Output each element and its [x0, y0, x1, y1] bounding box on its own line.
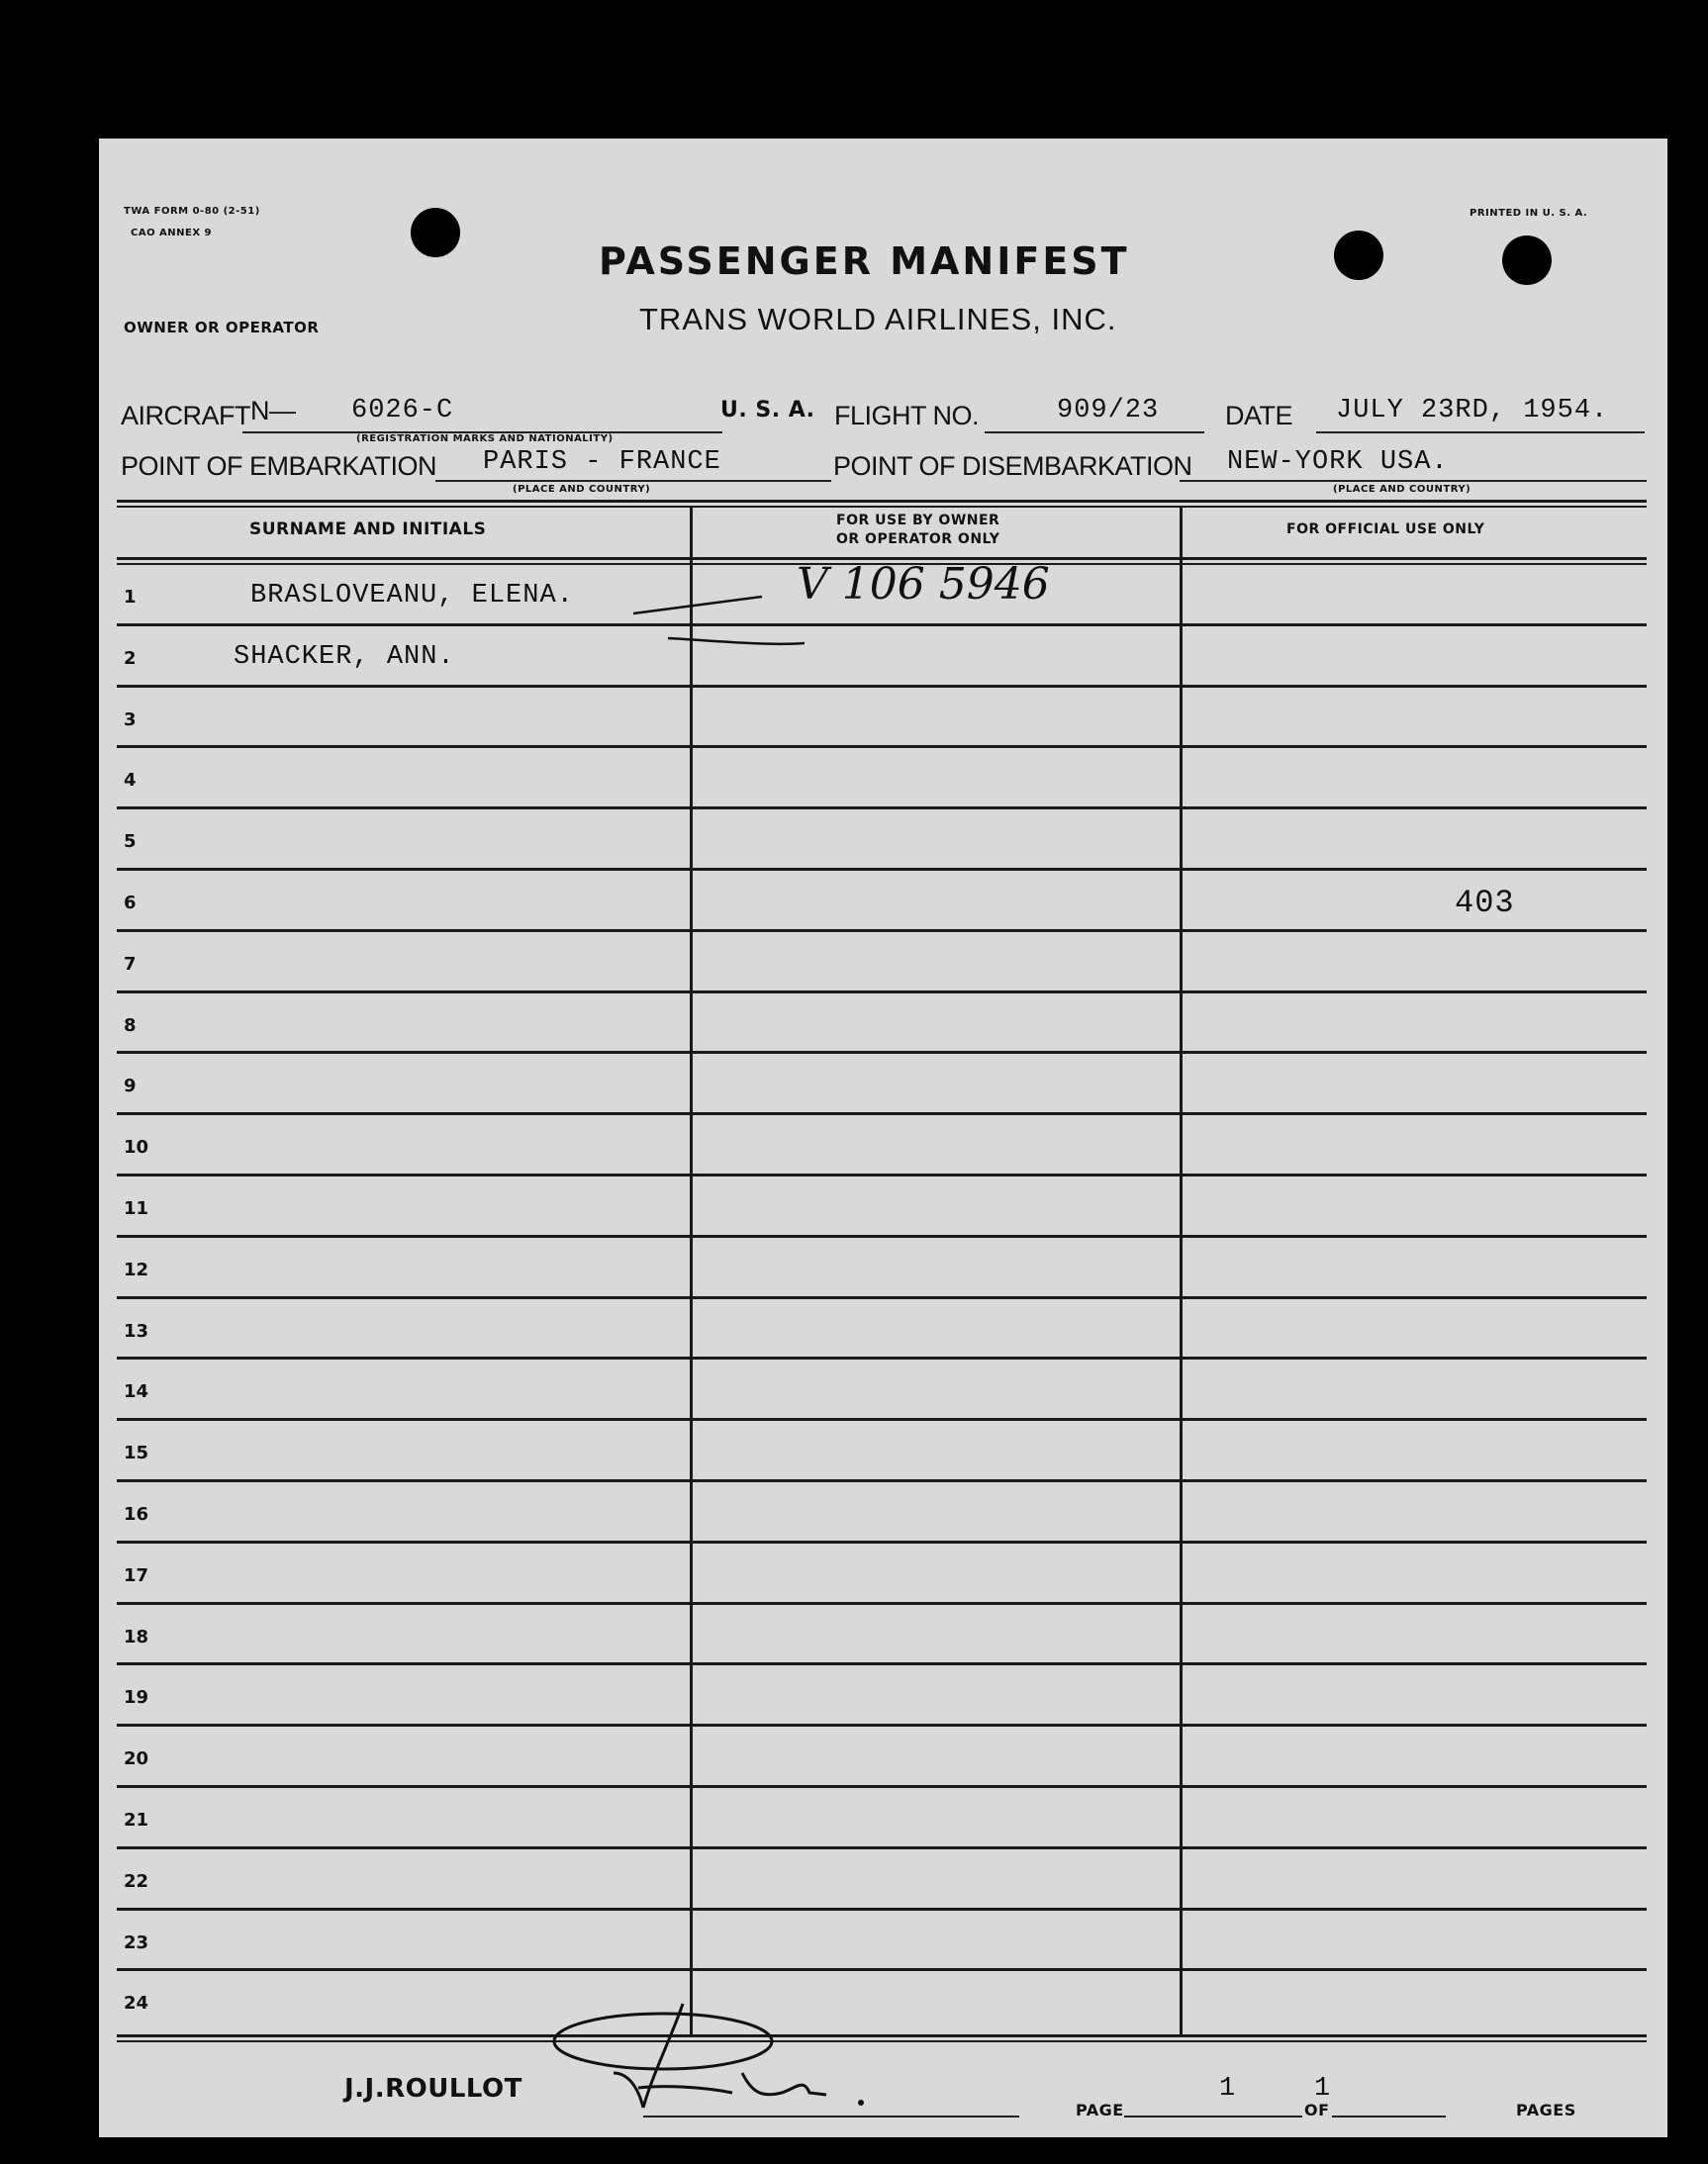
signatory-name: J.J.ROULLOT	[344, 2074, 522, 2104]
of-value: 1	[1314, 2074, 1332, 2104]
row-number: 13	[124, 1320, 149, 1342]
row-divider	[117, 1235, 1647, 1238]
cao-annex: CAO ANNEX 9	[131, 228, 213, 238]
row-divider	[117, 623, 1647, 626]
owner-label: OWNER OR OPERATOR	[124, 319, 320, 336]
row-divider	[117, 868, 1647, 871]
date-label: DATE	[1225, 401, 1293, 430]
aircraft-value: 6026-C	[351, 396, 454, 425]
row-divider	[117, 1174, 1647, 1176]
manifest-sheet	[99, 139, 1667, 2137]
punch-hole-left	[411, 208, 460, 257]
row-number: 21	[124, 1810, 149, 1831]
row-divider	[117, 1846, 1647, 1849]
disembarkation-caption: (PLACE AND COUNTRY)	[1333, 484, 1471, 495]
embarkation-caption: (PLACE AND COUNTRY)	[513, 484, 651, 495]
hand-mark	[628, 589, 807, 658]
row-number: 9	[124, 1076, 137, 1097]
airline-name: TRANS WORLD AIRLINES, INC.	[639, 302, 1117, 336]
punch-hole-right	[1502, 235, 1552, 285]
row-number: 23	[124, 1931, 149, 1953]
row-divider	[117, 1908, 1647, 1911]
row-divider	[117, 1051, 1647, 1054]
official-note: 403	[1455, 885, 1515, 921]
column-header-owner-1: FOR USE BY OWNER	[836, 513, 1000, 528]
column-header-surname: SURNAME AND INITIALS	[249, 519, 487, 539]
row-number: 15	[124, 1443, 149, 1464]
printed-in: PRINTED IN U. S. A.	[1470, 208, 1588, 219]
row-number: 19	[124, 1687, 149, 1709]
row-number: 11	[124, 1198, 149, 1219]
row-divider	[117, 1662, 1647, 1665]
column-header-owner-2: OR OPERATOR ONLY	[836, 531, 1000, 547]
column-divider-1	[690, 506, 693, 2034]
row-divider	[117, 1968, 1647, 1971]
page-title: PASSENGER MANIFEST	[599, 239, 1130, 283]
column-divider-2	[1180, 506, 1183, 2034]
row-number: 8	[124, 1014, 137, 1036]
row-number: 2	[124, 647, 137, 669]
row-number: 6	[124, 893, 137, 913]
row-divider	[117, 1602, 1647, 1605]
aircraft-prefix: N—	[250, 396, 296, 425]
of-label: OF	[1304, 2101, 1330, 2119]
row-number: 10	[124, 1137, 149, 1159]
row-divider	[117, 1112, 1647, 1115]
flight-label: FLIGHT NO.	[834, 401, 980, 430]
date-value: JULY 23RD, 1954.	[1336, 396, 1609, 425]
pages-label: PAGES	[1516, 2101, 1576, 2119]
column-header-official: FOR OFFICIAL USE ONLY	[1286, 521, 1485, 537]
row-number: 7	[124, 953, 137, 975]
row-divider	[117, 990, 1647, 993]
row-divider	[117, 1479, 1647, 1482]
row-divider	[117, 745, 1647, 748]
owner-note: V 106 5946	[797, 559, 1050, 610]
row-number: 17	[124, 1564, 149, 1586]
punch-hole-middle	[1334, 231, 1383, 280]
nationality-label: U. S. A.	[720, 398, 815, 423]
row-number: 14	[124, 1381, 149, 1403]
row-divider	[117, 1785, 1647, 1788]
signature-image	[544, 1994, 881, 2117]
row-divider	[117, 685, 1647, 688]
row-number: 22	[124, 1870, 149, 1892]
row-divider	[117, 1724, 1647, 1727]
row-number: 12	[124, 1259, 149, 1280]
row-divider	[117, 1541, 1647, 1544]
page-label: PAGE	[1076, 2101, 1124, 2119]
embarkation-value: PARIS - FRANCE	[483, 447, 721, 477]
form-id: TWA FORM 0-80 (2-51)	[124, 206, 260, 217]
row-number: 5	[124, 831, 137, 853]
row-number: 24	[124, 1993, 149, 2015]
disembarkation-label: POINT OF DISEMBARKATION	[833, 451, 1192, 481]
embarkation-label: POINT OF EMBARKATION	[121, 451, 437, 481]
row-divider	[117, 806, 1647, 809]
row-divider	[117, 1357, 1647, 1360]
passenger-name: SHACKER, ANN.	[234, 641, 455, 672]
row-number: 16	[124, 1504, 149, 1525]
aircraft-label: AIRCRAFT	[121, 401, 250, 430]
row-number: 18	[124, 1626, 149, 1647]
aircraft-caption: (REGISTRATION MARKS AND NATIONALITY)	[356, 433, 614, 444]
disembarkation-value: NEW-YORK USA.	[1227, 447, 1449, 477]
row-divider	[117, 1296, 1647, 1299]
row-divider	[117, 929, 1647, 932]
row-divider	[117, 1418, 1647, 1421]
row-number: 1	[124, 587, 137, 608]
row-number: 3	[124, 708, 137, 730]
flight-value: 909/23	[1057, 396, 1160, 425]
page-value: 1	[1219, 2074, 1237, 2104]
row-number: 4	[124, 770, 137, 792]
passenger-name: BRASLOVEANU, ELENA.	[250, 581, 574, 611]
row-number: 20	[124, 1748, 149, 1770]
